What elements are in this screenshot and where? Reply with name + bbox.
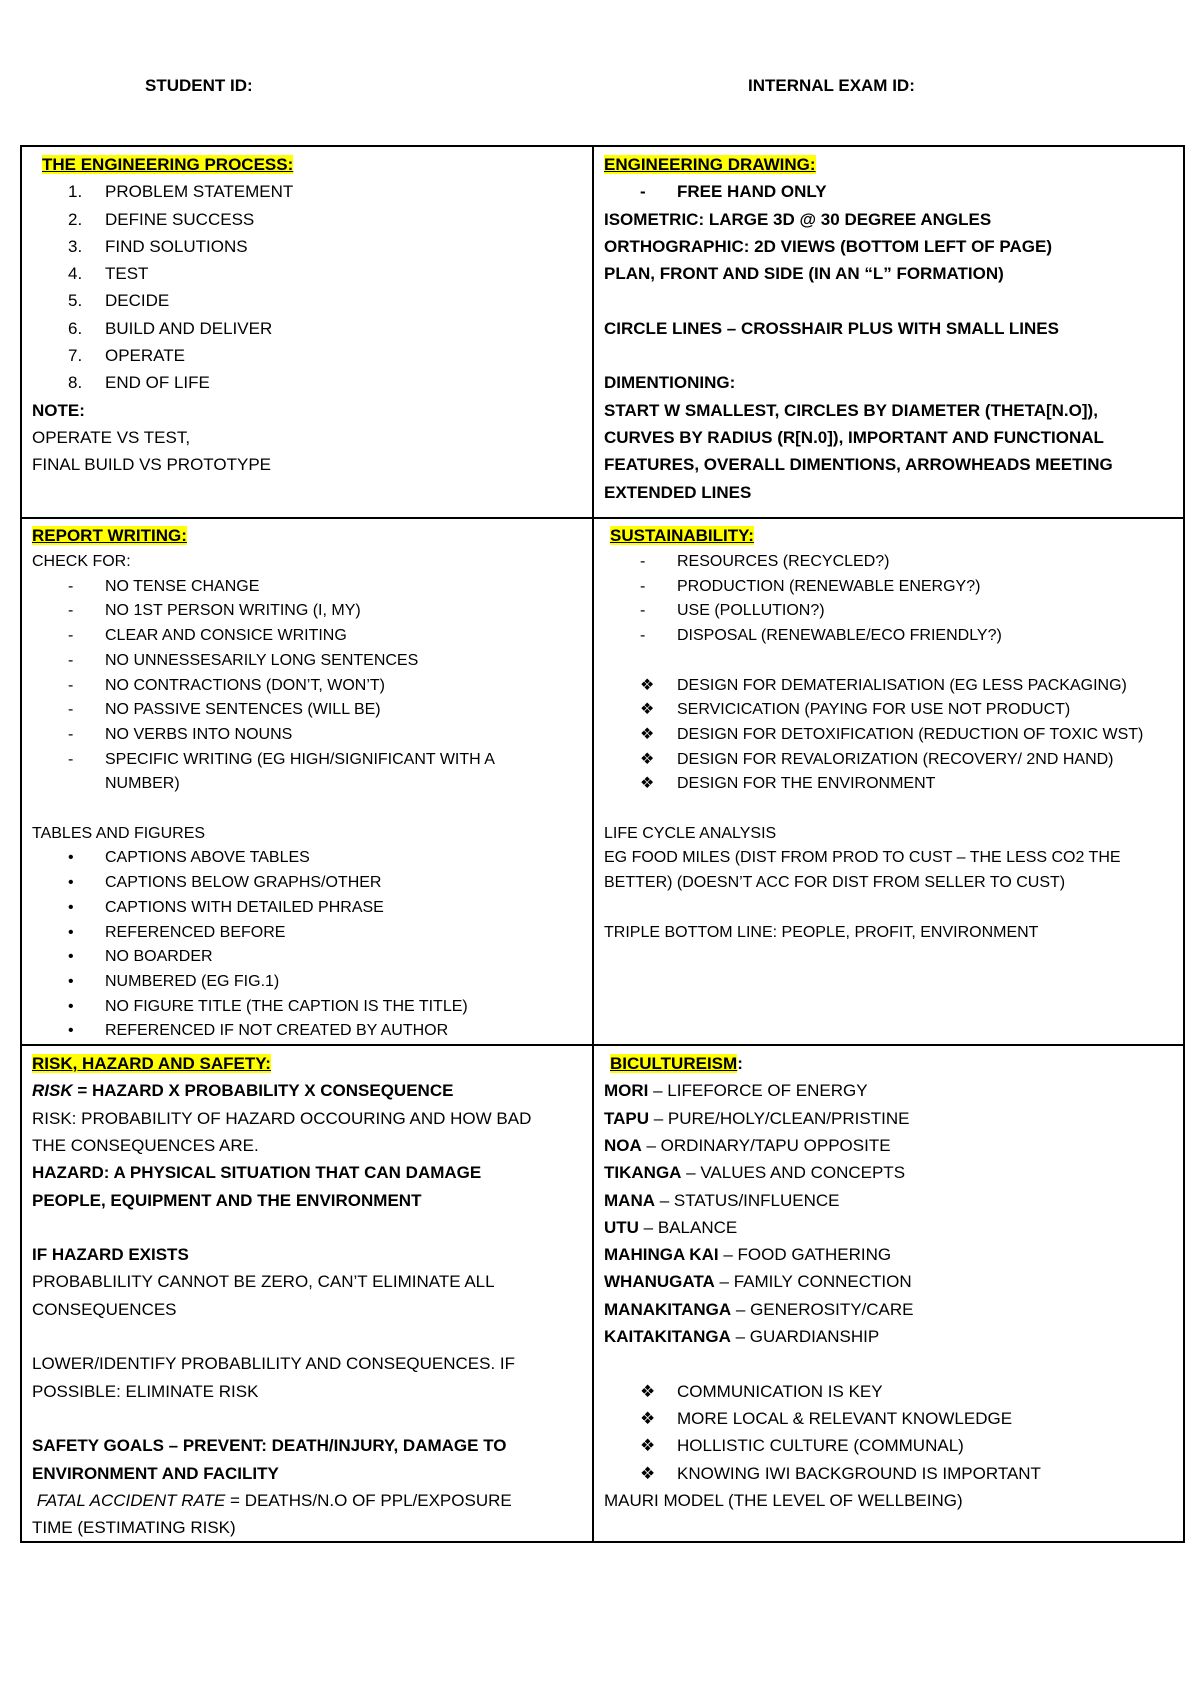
list-item: • CAPTIONS BELOW GRAPHS/OTHER — [68, 874, 382, 892]
list-item: 1. PROBLEM STATEMENT — [68, 182, 294, 202]
list-item: • CAPTIONS WITH DETAILED PHRASE — [68, 898, 384, 916]
if-hazard-line: CONSEQUENCES — [32, 1299, 177, 1319]
list-item: ❖ DESIGN FOR THE ENVIRONMENT — [604, 772, 1173, 797]
list-item: 4. TEST — [68, 264, 149, 284]
list-item: - RESOURCES (RECYCLED?) — [640, 553, 890, 570]
risk-def-line: RISK: PROBABILITY OF HAZARD OCCOURING AND HOW BAD — [32, 1108, 532, 1128]
term-line: TIKANGA – VALUES AND CONCEPTS — [604, 1163, 906, 1183]
risk-def-line: THE CONSEQUENCES ARE. — [32, 1135, 259, 1155]
term-line: TAPU – PURE/HOLY/CLEAN/PRISTINE — [604, 1108, 910, 1128]
notes-grid — [20, 145, 1185, 1543]
list-item: 2. DEFINE SUCCESS — [68, 209, 255, 229]
diamond-bullet-icon: ❖ — [640, 701, 655, 719]
list-item: 5. DECIDE — [68, 291, 170, 311]
list-item: - DISPOSAL (RENEWABLE/ECO FRIENDLY?) — [640, 627, 1002, 645]
note-label: NOTE: — [32, 400, 85, 420]
lower-line: POSSIBLE: ELIMINATE RISK — [32, 1381, 259, 1401]
far-line-cont: TIME (ESTIMATING RISK) — [32, 1518, 236, 1538]
drawing-line: PLAN, FRONT AND SIDE (IN AN “L” FORMATION) — [604, 264, 1004, 284]
diamond-bullet-icon: ❖ — [640, 676, 655, 694]
list-item: ❖ DESIGN FOR REVALORIZATION (RECOVERY/ 2ND HAND) — [604, 748, 1173, 773]
dimensioning-line: START W SMALLEST, CIRCLES BY DIAMETER (THETA[N.O]), — [604, 400, 1098, 420]
list-item: - NO CONTRACTIONS (DON’T, WON’T) — [68, 676, 385, 694]
dimensioning-line: CURVES BY RADIUS (R[N.0]), IMPORTANT AND FUNCTIONAL — [604, 427, 1104, 447]
list-item: 6. BUILD AND DELIVER — [68, 318, 273, 338]
diamond-bullet-icon: ❖ — [640, 775, 655, 793]
mauri-model-line: MAURI MODEL (THE LEVEL OF WELLBEING) — [604, 1490, 963, 1510]
lca-label: LIFE CYCLE ANALYSIS — [604, 824, 777, 842]
term-line: MANA – STATUS/INFLUENCE — [604, 1190, 840, 1210]
list-item: - NO 1ST PERSON WRITING (I, MY) — [68, 602, 361, 620]
term-line: UTU – BALANCE — [604, 1217, 738, 1237]
list-item: - SPECIFIC WRITING (EG HIGH/SIGNIFICANT WITH A — [68, 750, 495, 768]
list-item: ❖ DESIGN FOR DEMATERIALISATION (EG LESS PACKAGING) — [604, 674, 1173, 699]
list-item: • REFERENCED IF NOT CREATED BY AUTHOR — [68, 1022, 449, 1040]
engineering-process-title: THE ENGINEERING PROCESS: — [42, 155, 294, 174]
triple-bottom-line: TRIPLE BOTTOM LINE: PEOPLE, PROFIT, ENVIRONMENT — [604, 923, 1039, 941]
dimensioning-line: FEATURES, OVERALL DIMENTIONS, ARROWHEADS MEETING — [604, 455, 1113, 475]
if-hazard-label: IF HAZARD EXISTS — [32, 1245, 189, 1265]
term-line: MORI – LIFEFORCE OF ENERGY — [604, 1081, 868, 1101]
list-item: • NUMBERED (EG FIG.1) — [68, 972, 280, 990]
term-line: NOA – ORDINARY/TAPU OPPOSITE — [604, 1135, 891, 1155]
diamond-outline-bullet-icon: ❖ — [640, 1436, 656, 1456]
student-id-label: STUDENT ID: — [145, 76, 253, 95]
diamond-bullet-icon: ❖ — [640, 725, 655, 743]
list-item: - PRODUCTION (RENEWABLE ENERGY?) — [640, 577, 981, 595]
list-item: 3. FIND SOLUTIONS — [68, 236, 248, 256]
list-item: 8. END OF LIFE — [68, 373, 210, 393]
check-for-label: CHECK FOR: — [32, 553, 131, 570]
safety-goals-line: SAFETY GOALS – PREVENT: DEATH/INJURY, DAMAGE TO — [32, 1436, 507, 1456]
engineering-drawing-cell — [593, 146, 1184, 518]
internal-exam-id-label: INTERNAL EXAM ID: — [748, 76, 915, 95]
list-item: ❖ COMMUNICATION IS KEY — [604, 1378, 1173, 1405]
term-line: KAITAKITANGA – GUARDIANSHIP — [604, 1327, 880, 1347]
report-writing-cell — [21, 518, 593, 1045]
term-line: MAHINGA KAI – FOOD GATHERING — [604, 1245, 892, 1265]
note-line: FINAL BUILD VS PROTOTYPE — [32, 455, 272, 475]
list-item: ❖ HOLLISTIC CULTURE (COMMUNAL) — [604, 1432, 1173, 1459]
lower-line: LOWER/IDENTIFY PROBABLILITY AND CONSEQUENCES. IF — [32, 1354, 516, 1374]
list-item: 7. OPERATE — [68, 346, 185, 366]
note-line: OPERATE VS TEST, — [32, 427, 191, 447]
list-item: - USE (POLLUTION?) — [640, 602, 825, 620]
risk-title: RISK, HAZARD AND SAFETY: — [32, 1054, 271, 1074]
list-item: - NO UNNESSESARILY LONG SENTENCES — [68, 651, 419, 669]
if-hazard-line: PROBABLILITY CANNOT BE ZERO, CAN’T ELIMINATE ALL — [32, 1272, 495, 1292]
list-item: • NO BOARDER — [68, 948, 213, 966]
far-line: FATAL ACCIDENT RATE = DEATHS/N.O OF PPL/EXPOSURE — [36, 1490, 512, 1510]
list-item: ❖ DESIGN FOR DETOXIFICATION (REDUCTION OF TOXIC WST) — [604, 723, 1173, 748]
list-item: ❖ MORE LOCAL & RELEVANT KNOWLEDGE — [604, 1405, 1173, 1432]
dimensioning-label: DIMENTIONING: — [604, 373, 736, 393]
term-line: WHANUGATA – FAMILY CONNECTION — [604, 1272, 912, 1292]
sustainability-title: SUSTAINABILITY: — [610, 526, 754, 545]
risk-formula: RISK = HAZARD X PROBABILITY X CONSEQUENCE — [32, 1081, 454, 1101]
biculturalism-title: BICULTUREISM — [610, 1054, 738, 1074]
list-item: - CLEAR AND CONSICE WRITING — [68, 627, 347, 645]
diamond-outline-bullet-icon: ❖ — [640, 1408, 656, 1428]
sustainability-cell — [593, 518, 1184, 1045]
list-item: ❖ SERVICICATION (PAYING FOR USE NOT PRODUCT) — [604, 698, 1173, 723]
list-item: • CAPTIONS ABOVE TABLES — [68, 849, 310, 867]
report-writing-title: REPORT WRITING: — [32, 526, 187, 545]
list-item: ❖ KNOWING IWI BACKGROUND IS IMPORTANT — [604, 1460, 1173, 1487]
circle-lines: CIRCLE LINES – CROSSHAIR PLUS WITH SMALL LINES — [604, 318, 1059, 338]
hazard-def-line: PEOPLE, EQUIPMENT AND THE ENVIRONMENT — [32, 1190, 422, 1210]
lca-line: BETTER) (DOESN’T ACC FOR DIST FROM SELLER TO CUST) — [604, 874, 1066, 892]
risk-cell — [21, 1045, 593, 1542]
list-item: - NO VERBS INTO NOUNS — [68, 725, 293, 743]
list-item: - NO PASSIVE SENTENCES (WILL BE) — [68, 701, 381, 719]
list-item: • NO FIGURE TITLE (THE CAPTION IS THE TITLE) — [68, 997, 468, 1015]
safety-goals-line: ENVIRONMENT AND FACILITY — [32, 1463, 279, 1483]
list-item-continuation: NUMBER) — [105, 775, 180, 793]
lca-line: EG FOOD MILES (DIST FROM PROD TO CUST – THE LESS CO2 THE — [604, 849, 1121, 867]
diamond-outline-bullet-icon: ❖ — [640, 1463, 656, 1483]
diamond-outline-bullet-icon: ❖ — [640, 1381, 656, 1401]
term-line: MANAKITANGA – GENEROSITY/CARE — [604, 1299, 914, 1319]
list-item: • REFERENCED BEFORE — [68, 923, 286, 941]
hazard-def-line: HAZARD: A PHYSICAL SITUATION THAT CAN DAMAGE — [32, 1163, 482, 1183]
dimensioning-line: EXTENDED LINES — [604, 482, 752, 502]
engineering-drawing-title: ENGINEERING DRAWING: — [604, 155, 816, 174]
list-item: - NO TENSE CHANGE — [68, 577, 260, 595]
tables-figures-label: TABLES AND FIGURES — [32, 824, 206, 842]
drawing-line: ORTHOGRAPHIC: 2D VIEWS (BOTTOM LEFT OF PAGE) — [604, 236, 1052, 256]
drawing-line: ISOMETRIC: LARGE 3D @ 30 DEGREE ANGLES — [604, 209, 992, 229]
engineering-process-cell — [21, 146, 593, 518]
biculturalism-cell: BICULTUREISM: MORI – LIFEFORCE OF ENERGY TAPU – PURE/HOLY/CLEAN/PRISTINE NOA – ORDINARY/TAPU OPPOSITE TIKANGA – VALUES AND CONCEPTS MANA – STATUS/INFLUENCE UTU – BALANCE MAHINGA KAI – FOOD GATHERING WHANUGATA – FAMILY CONNECTION MANAKITANGA – GENEROSITY/CARE KAITAKITANGA – GUARDIANSHIP ❖ COMMUNICATION IS KEY ❖ MORE LOCAL & RELEVANT KNOWLEDGE ❖ HOLLISTIC CULTURE (COMMUNAL) ❖ KNOWING IWI BACKGROUND IS IMPORTANT MAURI MODEL (THE LEVEL OF WELLBEING) — [593, 1045, 1184, 1542]
list-item: - FREE HAND ONLY — [640, 182, 827, 202]
diamond-bullet-icon: ❖ — [640, 750, 655, 768]
